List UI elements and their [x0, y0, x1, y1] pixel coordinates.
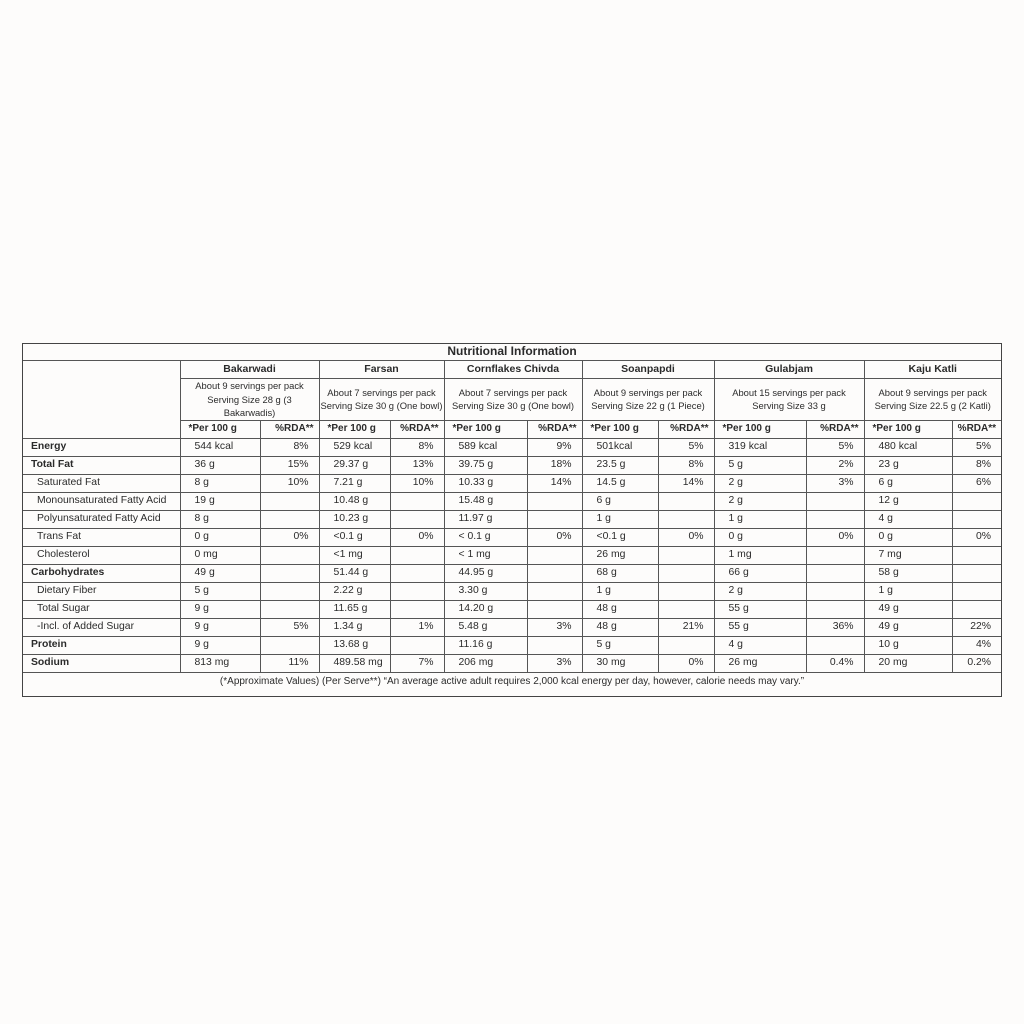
serving-info [444, 379, 582, 421]
value-cell: 26 mg [714, 654, 806, 672]
rda-cell [260, 600, 319, 618]
rda-cell: 14% [658, 474, 714, 492]
rda-cell [260, 564, 319, 582]
serving-info [180, 379, 319, 421]
value-cell: 14.5 g [582, 474, 658, 492]
value-cell: 10.23 g [319, 510, 390, 528]
value-cell: 9 g [180, 600, 260, 618]
product-header-row [23, 361, 1001, 379]
value-cell: 813 mg [180, 654, 260, 672]
serving-size: Serving Size 22.5 g (2 Katli) [874, 400, 991, 412]
nutrition-table [23, 344, 1001, 696]
value-cell: 11.65 g [319, 600, 390, 618]
per-100g-header: *Per 100 g [582, 420, 658, 438]
rda-cell [260, 510, 319, 528]
nutrient-label: Energy [23, 438, 180, 456]
table-row [23, 582, 1001, 600]
value-cell: 8 g [180, 474, 260, 492]
rda-cell [260, 492, 319, 510]
rda-cell: 22% [952, 618, 1001, 636]
rda-cell [527, 546, 582, 564]
value-cell: 529 kcal [319, 438, 390, 456]
rda-cell [952, 510, 1001, 528]
value-cell: 544 kcal [180, 438, 260, 456]
rda-header: %RDA** [390, 420, 444, 438]
product-name: Bakarwadi [180, 361, 319, 379]
per-100g-header: *Per 100 g [864, 420, 952, 438]
rda-cell [390, 564, 444, 582]
value-cell: 15.48 g [444, 492, 527, 510]
value-cell: 5 g [714, 456, 806, 474]
value-cell: 10.48 g [319, 492, 390, 510]
rda-cell: 8% [390, 438, 444, 456]
value-cell: 9 g [180, 636, 260, 654]
serving-info [864, 379, 1001, 421]
value-cell: 9 g [180, 618, 260, 636]
rda-cell: 11% [260, 654, 319, 672]
rda-cell: 1% [390, 618, 444, 636]
rda-cell [260, 636, 319, 654]
nutrient-label: Saturated Fat [23, 474, 180, 492]
servings-per-pack: About 7 servings per pack [458, 386, 568, 398]
value-cell: 23.5 g [582, 456, 658, 474]
table-row [23, 564, 1001, 582]
value-cell: 1 g [582, 510, 658, 528]
value-cell: 3.30 g [444, 582, 527, 600]
rda-cell: 36% [806, 618, 864, 636]
servings-per-pack: About 9 servings per pack [593, 386, 703, 398]
value-cell: 49 g [864, 600, 952, 618]
value-cell: 501kcal [582, 438, 658, 456]
table-row [23, 600, 1001, 618]
table-title: Nutritional Information [23, 344, 1001, 361]
value-cell: 30 mg [582, 654, 658, 672]
product-name: Cornflakes Chivda [444, 361, 582, 379]
rda-cell: 0% [658, 528, 714, 546]
rda-header: %RDA** [260, 420, 319, 438]
table-row [23, 438, 1001, 456]
value-cell: 1 g [582, 582, 658, 600]
servings-per-pack: About 9 servings per pack [878, 386, 987, 398]
rda-cell: 8% [260, 438, 319, 456]
rda-cell: 21% [658, 618, 714, 636]
rda-cell [390, 582, 444, 600]
serving-size: Serving Size 30 g (One bowl) [452, 400, 574, 412]
rda-cell: 9% [527, 438, 582, 456]
rda-cell [952, 492, 1001, 510]
value-cell: 49 g [180, 564, 260, 582]
value-cell: 14.20 g [444, 600, 527, 618]
per-100g-header: *Per 100 g [319, 420, 390, 438]
value-cell: 0 g [714, 528, 806, 546]
rda-cell: 15% [260, 456, 319, 474]
value-cell: 48 g [582, 600, 658, 618]
value-cell: 2 g [714, 492, 806, 510]
value-cell: 10.33 g [444, 474, 527, 492]
value-cell: 2 g [714, 582, 806, 600]
value-cell: <0.1 g [582, 528, 658, 546]
servings-per-pack: About 15 servings per pack [732, 386, 846, 398]
per-100g-header: *Per 100 g [714, 420, 806, 438]
serving-size: Serving Size 22 g (1 Piece) [591, 400, 705, 412]
value-cell: 10 g [864, 636, 952, 654]
rda-cell [527, 582, 582, 600]
value-cell: 44.95 g [444, 564, 527, 582]
value-cell: 1 g [714, 510, 806, 528]
value-cell: 68 g [582, 564, 658, 582]
value-cell: 13.68 g [319, 636, 390, 654]
value-cell: < 0.1 g [444, 528, 527, 546]
rda-cell: 14% [527, 474, 582, 492]
table-row [23, 546, 1001, 564]
value-cell: 589 kcal [444, 438, 527, 456]
nutrient-label: Cholesterol [23, 546, 180, 564]
value-cell: < 1 mg [444, 546, 527, 564]
value-cell: <1 mg [319, 546, 390, 564]
rda-cell: 6% [952, 474, 1001, 492]
value-cell: 319 kcal [714, 438, 806, 456]
value-cell: 66 g [714, 564, 806, 582]
value-cell: 5 g [582, 636, 658, 654]
rda-cell [658, 600, 714, 618]
rda-cell: 13% [390, 456, 444, 474]
rda-cell [658, 492, 714, 510]
product-name: Gulabjam [714, 361, 864, 379]
rda-cell [658, 546, 714, 564]
table-row [23, 618, 1001, 636]
value-cell: 48 g [582, 618, 658, 636]
rda-cell: 3% [806, 474, 864, 492]
value-cell: 26 mg [582, 546, 658, 564]
value-cell: 39.75 g [444, 456, 527, 474]
value-cell: 0 g [180, 528, 260, 546]
value-cell: 29.37 g [319, 456, 390, 474]
nutrient-label: Total Sugar [23, 600, 180, 618]
value-cell: 58 g [864, 564, 952, 582]
rda-cell: 10% [260, 474, 319, 492]
value-cell: 5.48 g [444, 618, 527, 636]
rda-cell: 7% [390, 654, 444, 672]
servings-per-pack: About 9 servings per pack [195, 380, 304, 391]
rda-cell [806, 492, 864, 510]
rda-cell [952, 582, 1001, 600]
table-row [23, 474, 1001, 492]
rda-cell [390, 600, 444, 618]
rda-cell: 0% [260, 528, 319, 546]
rda-cell [806, 600, 864, 618]
product-name: Soanpapdi [582, 361, 714, 379]
serving-size: Serving Size 33 g [752, 400, 826, 412]
value-cell: 20 mg [864, 654, 952, 672]
value-cell: 480 kcal [864, 438, 952, 456]
table-row [23, 492, 1001, 510]
rda-cell: 10% [390, 474, 444, 492]
value-cell: 7 mg [864, 546, 952, 564]
product-name: Kaju Katli [864, 361, 1001, 379]
value-cell: 0 g [864, 528, 952, 546]
nutrient-label: Total Fat [23, 456, 180, 474]
rda-cell [806, 546, 864, 564]
rda-header: %RDA** [527, 420, 582, 438]
rda-cell: 0% [527, 528, 582, 546]
rda-cell: 5% [952, 438, 1001, 456]
value-cell: 206 mg [444, 654, 527, 672]
rda-cell [658, 564, 714, 582]
per-100g-header: *Per 100 g [180, 420, 260, 438]
value-cell: 6 g [864, 474, 952, 492]
rda-cell: 8% [658, 456, 714, 474]
rda-cell: 5% [658, 438, 714, 456]
rda-cell: 0% [806, 528, 864, 546]
value-cell: 489.58 mg [319, 654, 390, 672]
rda-cell [806, 564, 864, 582]
corner-blank [23, 361, 180, 439]
rda-cell [806, 510, 864, 528]
rda-cell [952, 546, 1001, 564]
footnote: (*Approximate Values) (Per Serve**) “An average active adult requires 2,000 kcal energy per day, however, calorie needs may vary.” [23, 672, 1001, 696]
serving-info [319, 379, 444, 421]
table-row [23, 456, 1001, 474]
value-cell: 55 g [714, 600, 806, 618]
rda-cell [658, 636, 714, 654]
rda-cell [952, 564, 1001, 582]
value-cell: <0.1 g [319, 528, 390, 546]
nutrient-rows [23, 438, 1001, 672]
value-cell: 7.21 g [319, 474, 390, 492]
per-100g-header: *Per 100 g [444, 420, 527, 438]
nutrition-panel [22, 343, 1002, 697]
value-cell: 8 g [180, 510, 260, 528]
rda-cell: 5% [260, 618, 319, 636]
value-cell: 6 g [582, 492, 658, 510]
rda-cell [527, 600, 582, 618]
value-cell: 49 g [864, 618, 952, 636]
value-cell: 1 g [864, 582, 952, 600]
value-cell: 1 mg [714, 546, 806, 564]
value-cell: 1.34 g [319, 618, 390, 636]
rda-cell [527, 564, 582, 582]
rda-cell [390, 510, 444, 528]
rda-cell [658, 582, 714, 600]
value-cell: 2 g [714, 474, 806, 492]
rda-cell: 3% [527, 654, 582, 672]
value-cell: 4 g [714, 636, 806, 654]
value-cell: 2.22 g [319, 582, 390, 600]
value-cell: 55 g [714, 618, 806, 636]
table-row [23, 654, 1001, 672]
rda-cell [527, 636, 582, 654]
nutrient-label: -Incl. of Added Sugar [23, 618, 180, 636]
rda-header: %RDA** [806, 420, 864, 438]
rda-cell [260, 582, 319, 600]
table-row [23, 510, 1001, 528]
table-row [23, 636, 1001, 654]
table-row [23, 528, 1001, 546]
rda-cell: 18% [527, 456, 582, 474]
rda-cell [527, 510, 582, 528]
rda-cell [260, 546, 319, 564]
rda-cell: 0% [390, 528, 444, 546]
rda-cell: 2% [806, 456, 864, 474]
rda-cell: 5% [806, 438, 864, 456]
rda-header: %RDA** [658, 420, 714, 438]
rda-cell: 0.2% [952, 654, 1001, 672]
rda-cell [806, 636, 864, 654]
nutrient-label: Polyunsaturated Fatty Acid [23, 510, 180, 528]
rda-cell: 8% [952, 456, 1001, 474]
nutrient-label: Dietary Fiber [23, 582, 180, 600]
serving-size: Serving Size 28 g (3 Bakarwadis) [207, 393, 292, 418]
value-cell: 4 g [864, 510, 952, 528]
rda-cell [527, 492, 582, 510]
serving-size: Serving Size 30 g (One bowl) [320, 400, 443, 412]
rda-cell: 3% [527, 618, 582, 636]
rda-cell: 4% [952, 636, 1001, 654]
nutrient-label: Carbohydrates [23, 564, 180, 582]
serving-info [714, 379, 864, 421]
value-cell: 0 mg [180, 546, 260, 564]
value-cell: 11.97 g [444, 510, 527, 528]
nutrient-label: Monounsaturated Fatty Acid [23, 492, 180, 510]
value-cell: 19 g [180, 492, 260, 510]
serving-info [582, 379, 714, 421]
nutrient-label: Trans Fat [23, 528, 180, 546]
rda-cell [658, 510, 714, 528]
rda-cell: 0% [658, 654, 714, 672]
value-cell: 36 g [180, 456, 260, 474]
rda-cell: 0% [952, 528, 1001, 546]
rda-cell [952, 600, 1001, 618]
nutrient-label: Sodium [23, 654, 180, 672]
product-name: Farsan [319, 361, 444, 379]
servings-per-pack: About 7 servings per pack [327, 386, 436, 398]
rda-cell [390, 546, 444, 564]
nutrient-label: Protein [23, 636, 180, 654]
rda-cell: 0.4% [806, 654, 864, 672]
rda-cell [806, 582, 864, 600]
value-cell: 5 g [180, 582, 260, 600]
value-cell: 51.44 g [319, 564, 390, 582]
value-cell: 12 g [864, 492, 952, 510]
rda-cell [390, 492, 444, 510]
rda-cell [390, 636, 444, 654]
rda-header: %RDA** [952, 420, 1001, 438]
value-cell: 11.16 g [444, 636, 527, 654]
value-cell: 23 g [864, 456, 952, 474]
